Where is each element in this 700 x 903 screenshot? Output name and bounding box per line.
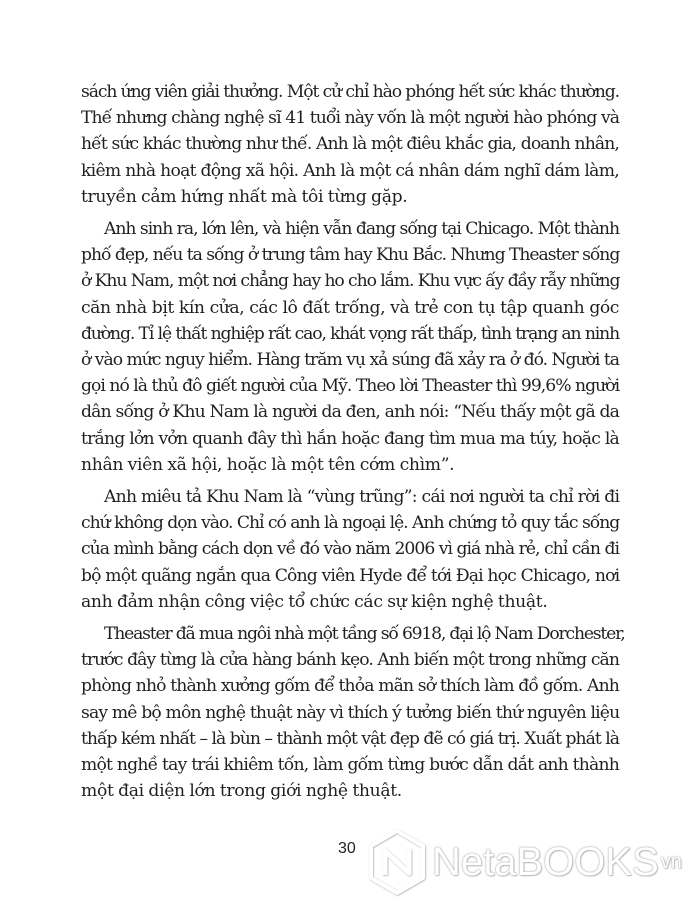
text-line: căn nhà bịt kín cửa, các lô đất trống, và trẻ con tụ tập quanh góc — [81, 297, 619, 318]
text-line: phòng nhỏ thành xưởng gốm để thỏa mãn sở thích làm đồ gốm. Anh — [81, 676, 619, 697]
text-line: hết sức khác thường như thế. Anh là một điêu khắc gia, doanh nhân, — [81, 134, 619, 155]
text-line: truyền cảm hứng nhất mà tôi từng gặp. — [81, 186, 408, 207]
text-line: trắng lởn vởn quanh đây thì hắn hoặc đang tìm mua ma túy, hoặc là — [81, 428, 619, 449]
watermark-text: NetaBOOKS — [432, 839, 659, 884]
page-number: 30 — [338, 840, 356, 857]
text-line: kiêm nhà hoạt động xã hội. Anh là một cá nhân dám nghĩ dám làm, — [81, 160, 619, 181]
paragraph-1 — [81, 79, 619, 210]
text-line: gọi nó là thủ đô giết người của Mỹ. Theo lời Theaster thì 99,6% người — [81, 376, 620, 397]
text-line: Anh miêu tả Khu Nam là “vùng trũng”: cái nơi người ta chỉ rời đi — [104, 487, 620, 508]
paragraph-2 — [81, 216, 619, 478]
text-line: chứ không dọn vào. Chỉ có anh là ngoại lệ. Anh chứng tỏ quy tắc sống — [81, 513, 620, 534]
text-line: say mê bộ môn nghệ thuật này vì thích ý tưởng biến thứ nguyên liệu — [81, 702, 620, 723]
netabooks-watermark — [366, 822, 696, 902]
text-line: nhân viên xã hội, hoặc là một tên cớm chìm”. — [81, 454, 455, 475]
text-line: anh đảm nhận công việc tổ chức các sự kiện nghệ thuật. — [81, 591, 548, 612]
netabooks-hexagon-logo-icon — [366, 827, 428, 897]
body-text — [81, 79, 625, 810]
text-line: Theaster đã mua ngôi nhà một tầng số 6918, đại lộ Nam Dorchester, — [104, 624, 625, 645]
text-line: ở Khu Nam, một nơi chẳng hay ho cho lắm. Khu vực ấy đầy rẫy những — [81, 271, 620, 292]
text-line: ở vào mức nguy hiểm. Hàng trăm vụ xả súng đã xảy ra ở đó. Người ta — [81, 350, 619, 371]
text-line: thấp kém nhất – là bùn – thành một vật đẹp đẽ có giá trị. Xuất phát là — [81, 728, 619, 749]
text-line: Anh sinh ra, lớn lên, và hiện vẫn đang sống tại Chicago. Một thành — [104, 219, 619, 240]
text-line: một đại diện lớn trong giới nghệ thuật. — [81, 781, 402, 802]
text-line: trước đây từng là cửa hàng bánh kẹo. Anh biến một trong những căn — [81, 650, 619, 671]
text-line: của mình bằng cách dọn về đó vào năm 2006 vì giá nhà rẻ, chỉ cần đi — [81, 539, 620, 560]
text-line: phố đẹp, nếu ta sống ở trung tâm hay Khu Bắc. Nhưng Theaster sống — [81, 245, 620, 266]
text-line: một nghề tay trái khiêm tốn, làm gốm từng bước dẫn dắt anh thành — [81, 755, 619, 776]
watermark-suffix: vn — [660, 850, 682, 873]
text-line: Thế nhưng chàng nghệ sĩ 41 tuổi này vốn là một người hào phóng và — [81, 108, 620, 129]
paragraph-4 — [81, 621, 625, 804]
text-line: sách ứng viên giải thưởng. Một cử chỉ hào phóng hết sức khác thường. — [81, 82, 619, 102]
paragraph-3 — [81, 484, 619, 615]
text-line: bộ một quãng ngắn qua Công viên Hyde để tới Đại học Chicago, nơi — [81, 565, 620, 586]
text-line: dân sống ở Khu Nam là người da đen, anh nói: “Nếu thấy một gã da — [81, 402, 620, 423]
text-line: đường. Tỉ lệ thất nghiệp rất cao, khát vọng rất thấp, tình trạng an ninh — [81, 323, 620, 344]
